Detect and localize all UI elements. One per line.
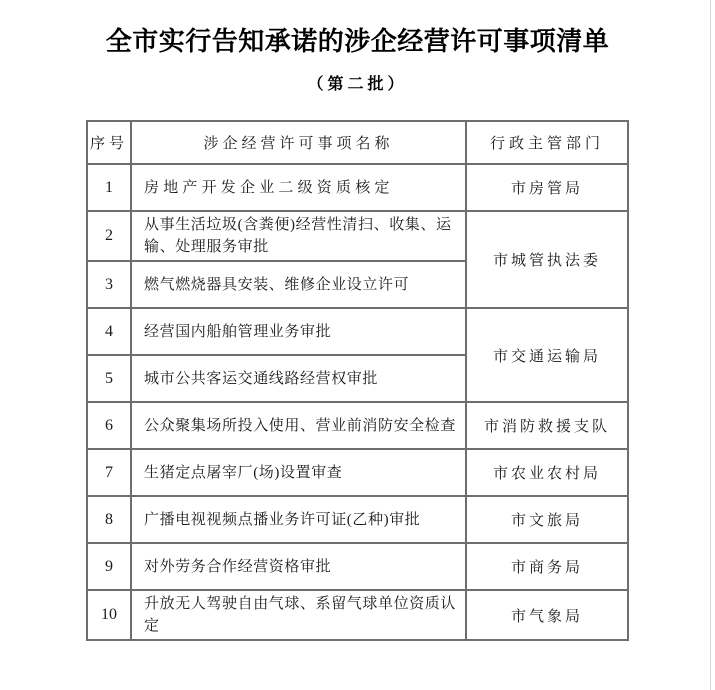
- license-items-table: [86, 120, 629, 641]
- column-header-item-name: 涉企经营许可事项名称: [131, 121, 466, 164]
- department-cell: 市房管局: [466, 164, 628, 211]
- table-row: [87, 308, 628, 355]
- row-number-cell: 7: [87, 449, 131, 496]
- item-name-cell: 燃气燃烧器具安装、维修企业设立许可: [131, 261, 466, 308]
- item-name-cell: 经营国内船舶管理业务审批: [131, 308, 466, 355]
- item-name-cell: 对外劳务合作经营资格审批: [131, 543, 466, 590]
- column-header-department: 行政主管部门: [466, 121, 628, 164]
- row-number-cell: 8: [87, 496, 131, 543]
- table-row: [87, 211, 628, 261]
- table-row: [87, 496, 628, 543]
- column-header-serial-number: 序号: [87, 121, 131, 164]
- table-header-row: [87, 121, 628, 164]
- page-subtitle: （第二批）: [307, 76, 408, 93]
- item-name-cell: 城市公共客运交通线路经营权审批: [131, 355, 466, 402]
- page-title: 全市实行告知承诺的涉企经营许可事项清单: [105, 27, 610, 56]
- department-cell: 市农业农村局: [466, 449, 628, 496]
- department-cell: 市商务局: [466, 543, 628, 590]
- row-number-cell: 10: [87, 590, 131, 640]
- department-cell: 市交通运输局: [466, 308, 628, 402]
- row-number-cell: 1: [87, 164, 131, 211]
- page-edge-line: [710, 0, 711, 690]
- table-row: [87, 543, 628, 590]
- item-name-cell: 升放无人驾驶自由气球、系留气球单位资质认定: [131, 590, 466, 640]
- department-cell: 市气象局: [466, 590, 628, 640]
- row-number-cell: 9: [87, 543, 131, 590]
- department-cell: 市消防救援支队: [466, 402, 628, 449]
- item-name-cell: 房地产开发企业二级资质核定: [131, 164, 466, 211]
- table-row: [87, 449, 628, 496]
- table-row: [87, 590, 628, 640]
- item-name-cell: 广播电视视频点播业务许可证(乙种)审批: [131, 496, 466, 543]
- department-cell: 市城管执法委: [466, 211, 628, 308]
- row-number-cell: 3: [87, 261, 131, 308]
- row-number-cell: 5: [87, 355, 131, 402]
- table-row: [87, 164, 628, 211]
- department-cell: 市文旅局: [466, 496, 628, 543]
- item-name-cell: 从事生活垃圾(含粪便)经营性清扫、收集、运输、处理服务审批: [131, 211, 466, 261]
- item-name-cell: 公众聚集场所投入使用、营业前消防安全检查: [131, 402, 466, 449]
- row-number-cell: 6: [87, 402, 131, 449]
- row-number-cell: 4: [87, 308, 131, 355]
- item-name-cell: 生猪定点屠宰厂(场)设置审查: [131, 449, 466, 496]
- table-row: [87, 402, 628, 449]
- row-number-cell: 2: [87, 211, 131, 261]
